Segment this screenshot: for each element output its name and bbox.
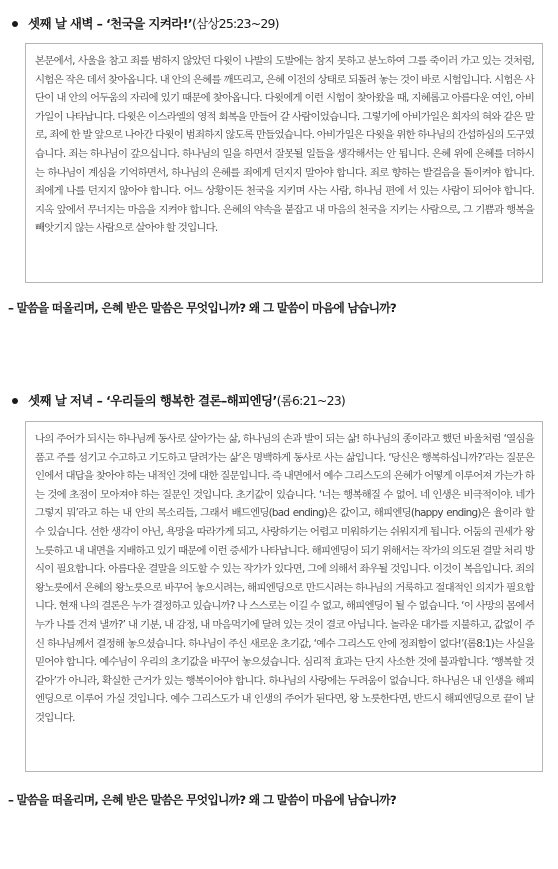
section-2-question: – 말씀을 떠올리며, 은혜 받은 말씀은 무엇입니까? 왜 그 말씀이 마음에 남습니까? bbox=[8, 793, 397, 807]
bullet-icon bbox=[12, 21, 18, 27]
section-1-heading bbox=[12, 16, 279, 32]
section-1-reference: (삼상25:23~29) bbox=[192, 16, 279, 31]
section-1-body: 본문에서, 사울을 참고 죄를 범하지 않았던 다윗이 나발의 도발에는 참지 못하고 분노하여 그를 죽이러 가고 있는 것처럼, 시험은 작은 데서 찾아옵니다. 내 안의 은혜를 깨뜨리고, 은혜 이전의 상태로 되돌려 놓는 것이 바로 시험입니다. 시험은 사단이 내 안의 어두움의 자리에 있기 때문에 찾아옵니다. 다윗에게 이런 시험이 찾아왔을 때, 지혜롭고 아름다운 여인, 아비가일이 나타납니다. 다윗은 이스라엘의 영적 회복을 만들어 갈 사람이었습니다. 그렇기에 아비가일은 희자의 혀와 같은 말로, 죄에 한 발 앞으로 나아간 다윗이 범죄하지 않도록 만들었습니다. 아비가일은 다윗을 위한 하나님의 간섭하심의 도구였습니다. 죄는 하나님이 갚으십니다. 하나님의 일을 하면서 잘못될 일들을 생각해서는 안 됩니다. 은혜 위에 은혜를 더하시는 하나님이 계심을 기억하면서, 하나님의 은혜를 죄에게 던지지 말아야 합니다. 죄로 향하는 발걸음을 돌이켜야 합니다. 죄에게 나를 던지지 않아야 합니다. 어느 상황이든 천국을 지키며 사는 사람, 하나님 편에 서 있는 사람이 되어야 합니다. 지옥 앞에서 무너지는 마음을 지켜야 합니다. 은혜의 약속을 붙잡고 내 마음의 천국을 지키는 사람으로, 그 기쁨과 행복을 빼앗기지 않는 사람으로 살아야 할 것입니다. bbox=[35, 55, 534, 235]
section-2-body: 나의 주어가 되시는 하나님께 동사로 살아가는 삶, 하나님의 손과 발이 되는 삶! 하나님의 종이라고 했던 바울처럼 ‘열심을 품고 주를 섬기고 수고하고 기도하고 달려가는 삶’은 명백하게 동사로 사는 삶입니다. ‘당신은 행복하십니까?’라는 질문은 인에서 대답을 찾아야 하는 내적인 것에 대한 질문입니다. 즉 내면에서 예수 그리스도의 은혜가 어떻게 이루어져 가는가 하는 것에 초점이 모아져야 하는 질문인 것입니다. 초기값이 있습니다. ‘너는 행복해질 수 없어. 네 인생은 비극적이야. 네가 그렇지 뭐’라고 하는 내 안의 목소리들, 그래서 배드엔딩(bad ending)은 값이고, 해피엔딩(happy ending)은 율이라 할 수 있습니다. 선한 생각이 아닌, 욕망을 따라가게 되고, 사랑하기는 어렵고 미워하기는 쉬워지게 됩니다. 어둠의 권세가 왕노릇하고 내 내면을 지배하고 있기 때문에 이런 증세가 나타납니다. 해피엔딩이 되기 위해서는 작가의 의도된 결말 처리 방식이 필요합니다. 아름다운 결말을 의도할 수 있는 작가가 있다면, 그에 의해서 좌우될 것입니다. 이것이 복음입니다. 죄의 왕노릇에서 은혜의 왕노릇으로 바꾸어 놓으시려는, 해피엔딩으로 만드시려는 하나님의 거룩하고 절대적인 의지가 필요합니다. 현재 나의 결론은 누가 결정하고 있습니까? 나 스스로는 이길 수 없고, 해피엔딩이 될 수 없습니다. ‘이 사망의 몸에서 누가 나를 건져 낼까?’ 내 기분, 내 감정, 내 마음먹기에 달려 있는 것이 결코 아닙니다. 놀라운 대가를 지불하고, 값없이 주신 하나님께서 결정해 놓으셨습니다. 하나님이 주신 새로운 초기값, ‘예수 그리스도 안에 정죄함이 없다!’(롬8:1)는 사실을 믿어야 합니다. 예수님이 우리의 초기값을 바꾸어 놓으셨습니다. 심리적 효과는 단지 사소한 것에 불과합니다. ‘행복할 것 같아’가 아니라, 확실한 근거가 있는 행복이어야 합니다. 하나님의 사랑에는 두려움이 없습니다. 하나님은 내 인생을 해피엔딩으로 이루어 가실 것입니다. 예수 그리스도가 내 인생의 주어가 된다면, 왕 노릇한다면, 반드시 해피엔딩으로 끝이 날 것입니다. bbox=[35, 433, 534, 724]
section-2-reference: (롬6:21~23) bbox=[276, 393, 345, 408]
bullet-icon bbox=[12, 398, 18, 404]
section-1-text-box bbox=[25, 43, 543, 283]
section-1-question: – 말씀을 떠올리며, 은혜 받은 말씀은 무엇입니까? 왜 그 말씀이 마음에 남습니까? bbox=[8, 301, 397, 315]
section-1-title: 셋째 날 새벽 – ‘천국을 지켜라!’ bbox=[28, 16, 193, 31]
section-2-heading bbox=[12, 393, 345, 409]
section-2-title: 셋째 날 저녁 – ‘우리들의 행복한 결론–해피엔딩’ bbox=[28, 393, 277, 408]
section-2-text-box bbox=[25, 421, 543, 772]
